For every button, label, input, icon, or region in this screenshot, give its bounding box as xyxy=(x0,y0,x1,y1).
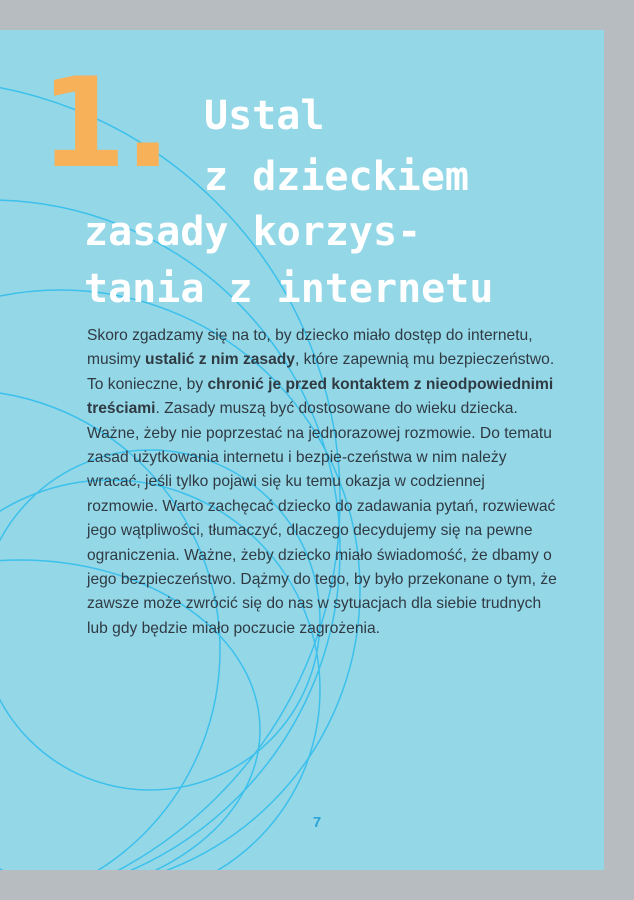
body-text-segment: . Zasady muszą być dostosowane do wieku dziecka. Ważne, żeby nie poprzestać na jednorazowej rozmowie. Do tematu zasad użytkowania internetu i bezpie-czeństwa w nim należy wracać, jeśli tylko pojawi się ku temu okazja w codziennej rozmowie. Warto zachęcać dziecko do zadawania pytań, rozwiewać jego wątpliwości, tłumaczyć, dlaczego decydujemy się na pewne ograniczenia. Ważne, żeby dziecko miało świadomość, że dbamy o jego bezpieczeństwo. Dążmy do tego, by było przekonane o tym, że zawsze może zwrócić się do nas w sytuacjach dla siebie trudnych lub gdy będzie miało poczucie zagrożenia. xyxy=(87,400,557,637)
body-bold-segment: ustalić z nim zasady xyxy=(145,351,295,369)
body-text-segment: Skoro zgadzamy się na to, by dziecko miało dostęp do internetu, musimy xyxy=(87,327,533,369)
title-line-3: zasady korzys- xyxy=(84,209,422,255)
body-paragraph xyxy=(87,324,557,641)
title-line-2: z dzieckiem xyxy=(204,154,469,200)
page-number: 7 xyxy=(312,814,322,831)
body-bold-segment: chronić je przed kontaktem z nieodpowiednimi treściami xyxy=(87,375,554,418)
body-text-segment: , które zapewnią mu bezpieczeństwo. To konieczne, by xyxy=(87,351,555,393)
page xyxy=(0,30,604,870)
chapter-number: 1. xyxy=(40,52,170,196)
title-line-4: tania z internetu xyxy=(84,266,494,312)
title-line-1: Ustal xyxy=(204,93,325,139)
